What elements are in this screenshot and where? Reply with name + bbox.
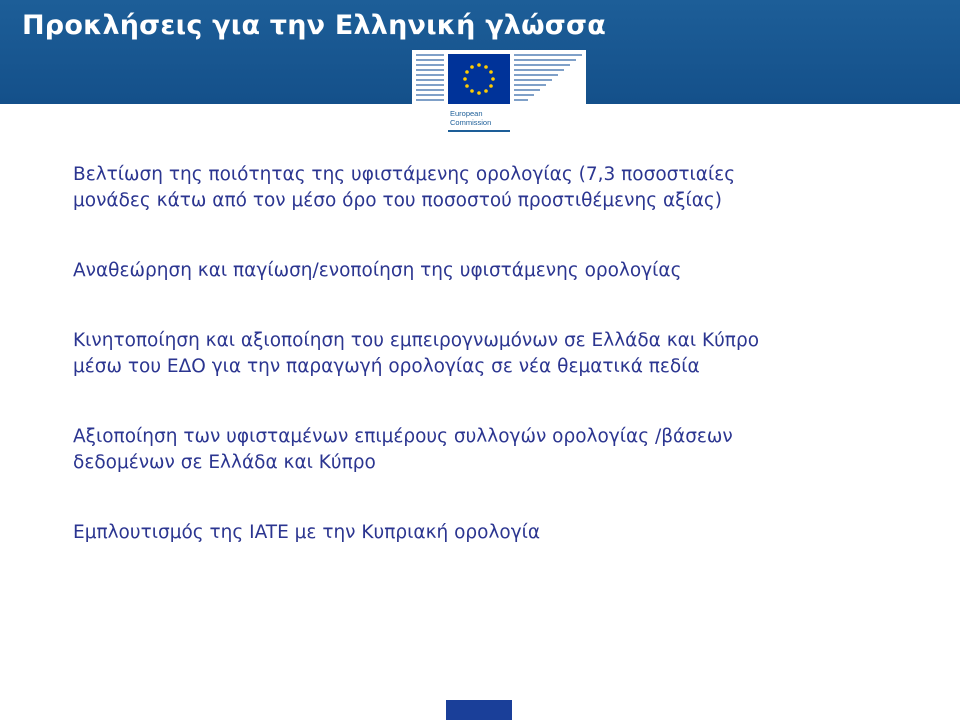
- bullet-line: Κινητοποίηση και αξιοποίηση του εμπειρογνωμόνων σε Ελλάδα και Κύπρο: [73, 330, 760, 351]
- slide-title: Προκλήσεις για την Ελληνική γλώσσα: [22, 10, 606, 41]
- bullet-list: [73, 162, 893, 546]
- bullet-line: Βελτίωση της ποιότητας της υφιστάμενης ορολογίας (7,3 ποσοστιαίες: [73, 164, 736, 185]
- eu-flag-icon: [448, 54, 510, 104]
- bullet-item: [73, 162, 893, 214]
- bullet-line: Εμπλουτισμός της IATE με την Κυπριακή ορολογία: [73, 522, 541, 543]
- footer-flag-strip: [446, 700, 512, 720]
- bullet-item: [73, 520, 893, 546]
- bullet-line: Αναθεώρηση και παγίωση/ενοποίηση της υφιστάμενης ορολογίας: [73, 260, 682, 281]
- bullet-line: δεδομένων σε Ελλάδα και Κύπρο: [73, 452, 376, 473]
- bullet-item: [73, 328, 893, 380]
- european-commission-logo: [412, 50, 586, 134]
- bullet-line: μονάδες κάτω από τον μέσο όρο του ποσοστού προστιθέμενης αξίας): [73, 190, 722, 211]
- logo-text-line1: European: [450, 109, 483, 118]
- bullet-item: [73, 258, 893, 284]
- bullet-line: Αξιοποίηση των υφισταμένων επιμέρους συλλογών ορολογίας /βάσεων: [73, 426, 733, 447]
- logo-text-line2: Commission: [450, 118, 492, 127]
- bullet-item: [73, 424, 893, 476]
- bullet-line: μέσω του ΕΔΟ για την παραγωγή ορολογίας σε νέα θεματικά πεδία: [73, 356, 700, 377]
